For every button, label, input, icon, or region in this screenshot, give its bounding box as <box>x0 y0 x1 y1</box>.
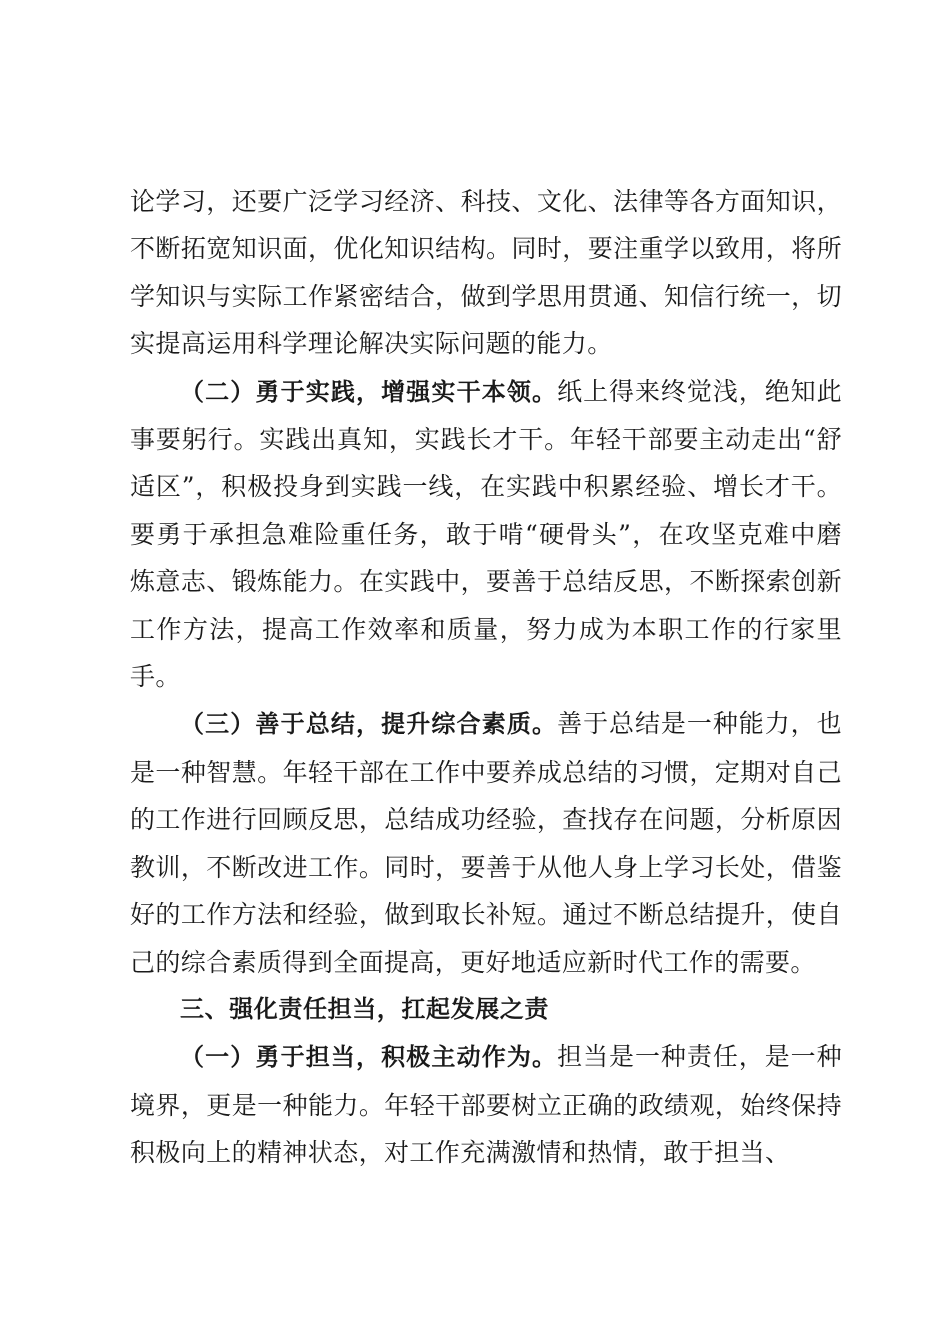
paragraph-practice <box>130 368 842 701</box>
paragraph-summary <box>130 700 842 985</box>
paragraph-text: 论学习，还要广泛学习经济、科技、文化、法律等各方面知识，不断拓宽知识面，优化知识结构。同时，要注重学以致用，将所学知识与实际工作紧密结合，做到学思用贯通、知信行统一，切实提高运用科学理论解决实际问题的能力。 <box>130 187 842 359</box>
document-page <box>130 178 842 1177</box>
section-heading: 三、强化责任担当，扛起发展之责 <box>180 994 549 1023</box>
paragraph-text: 担当是一种责任，是一种境界，更是一种能力。年轻干部要树立正确的政绩观，始终保持积极向上的精神状态，对工作充满激情和热情，敢于担当、 <box>130 1042 842 1168</box>
paragraph-text: 纸上得来终觉浅，绝知此事要躬行。实践出真知，实践长才干。年轻干部要主动走出“舒适区”，积极投身到实践一线，在实践中积累经验、增长才干。要勇于承担急难险重任务，敢于啃“硬骨头”，在攻坚克难中磨炼意志、锻炼能力。在实践中，要善于总结反思，不断探索创新工作方法，提高工作效率和质量，努力成为本职工作的行家里手。 <box>130 376 842 692</box>
paragraph-lead: （二）勇于实践，增强实干本领。 <box>180 377 558 406</box>
paragraph-lead: （一）勇于担当，积极主动作为。 <box>180 1043 558 1072</box>
paragraph-text: 善于总结是一种能力，也是一种智慧。年轻干部在工作中要养成总结的习惯，定期对自己的工作进行回顾反思，总结成功经验，查找存在问题，分析原因教训，不断改进工作。同时，要善于从他人身上学习长处，借鉴好的工作方法和经验，做到取长补短。通过不断总结提升，使自己的综合素质得到全面提高，更好地适应新时代工作的需要。 <box>130 709 842 977</box>
paragraph-continuation <box>130 178 842 368</box>
paragraph-responsibility <box>130 1033 842 1176</box>
paragraph-lead: （三）善于总结，提升综合素质。 <box>180 710 558 739</box>
